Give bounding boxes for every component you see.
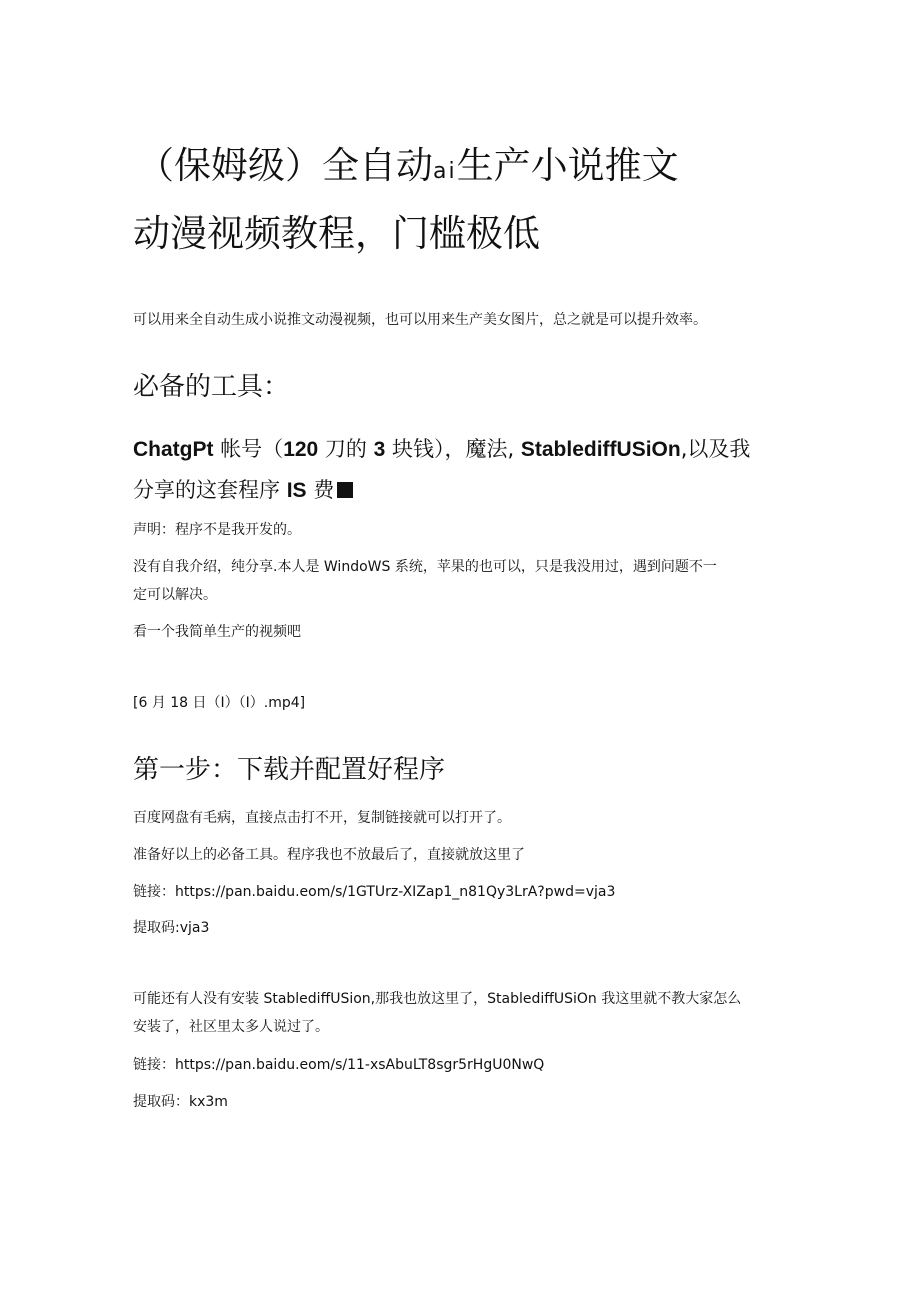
title-text-part: 生产小说推文 — [456, 144, 679, 187]
document-title-line-2: 动漫视频教程，门槛极低 — [133, 212, 540, 255]
black-square-glyph — [337, 482, 353, 498]
statement-paragraph: 声明：程序不是我开发的。 — [133, 522, 301, 538]
tools-line-2: 分享的这套程序 IS 费 — [133, 472, 353, 509]
program-download-link[interactable]: 链接：https://pan.baidu.eom/s/1GTUrz-XIZap1_n81Qy3LrA?pwd=vja3 — [133, 884, 616, 900]
step1-heading: 第一步：下载并配置好程序 — [133, 755, 446, 785]
intro-paragraph: 可以用来全自动生成小说推文动漫视频，也可以用来生产美女图片，总之就是可以提升效率。 — [133, 312, 707, 328]
document-title-line-1 — [137, 130, 679, 208]
see-video-paragraph: 看一个我简单生产的视频吧 — [133, 624, 301, 640]
tools-heading: 必备的工具： — [133, 372, 290, 402]
title-text-part: （保姆级）全自动 — [137, 144, 433, 187]
program-extraction-code: 提取码:vja3 — [133, 920, 210, 936]
baidu-note-paragraph: 百度网盘有毛病，直接点击打不开，复制链接就可以打开了。 — [133, 810, 511, 826]
sd-download-link[interactable]: 链接：https://pan.baidu.eom/s/11-xsAbuLT8sgr5rHgU0NwQ — [133, 1057, 545, 1073]
video-file-reference: [6 月 18 日（I）（I）.mp4] — [133, 695, 306, 711]
sd-note-paragraph-line-1: 可能还有人没有安装 StablediffUSion,那我也放这里了，StablediffUSiOn 我这里就不教大家怎么 — [133, 991, 742, 1007]
no-intro-paragraph-line-2: 定可以解决。 — [133, 587, 217, 603]
no-intro-paragraph-line-1: 没有自我介绍，纯分享.本人是 WindoWS 系统，苹果的也可以，只是我没用过，遇到问题不一 — [133, 559, 717, 575]
sd-note-paragraph-line-2: 安装了，社区里太多人说过了。 — [133, 1019, 329, 1035]
title-ai-text: ai — [433, 159, 457, 184]
tools-line-1: ChatgPt 帐号（120 刀的 3 块钱），魔法, StablediffUSiOn,以及我 — [133, 437, 751, 461]
prepare-note-paragraph: 准备好以上的必备工具。程序我也不放最后了，直接就放这里了 — [133, 847, 525, 863]
sd-extraction-code: 提取码：kx3m — [133, 1094, 228, 1110]
